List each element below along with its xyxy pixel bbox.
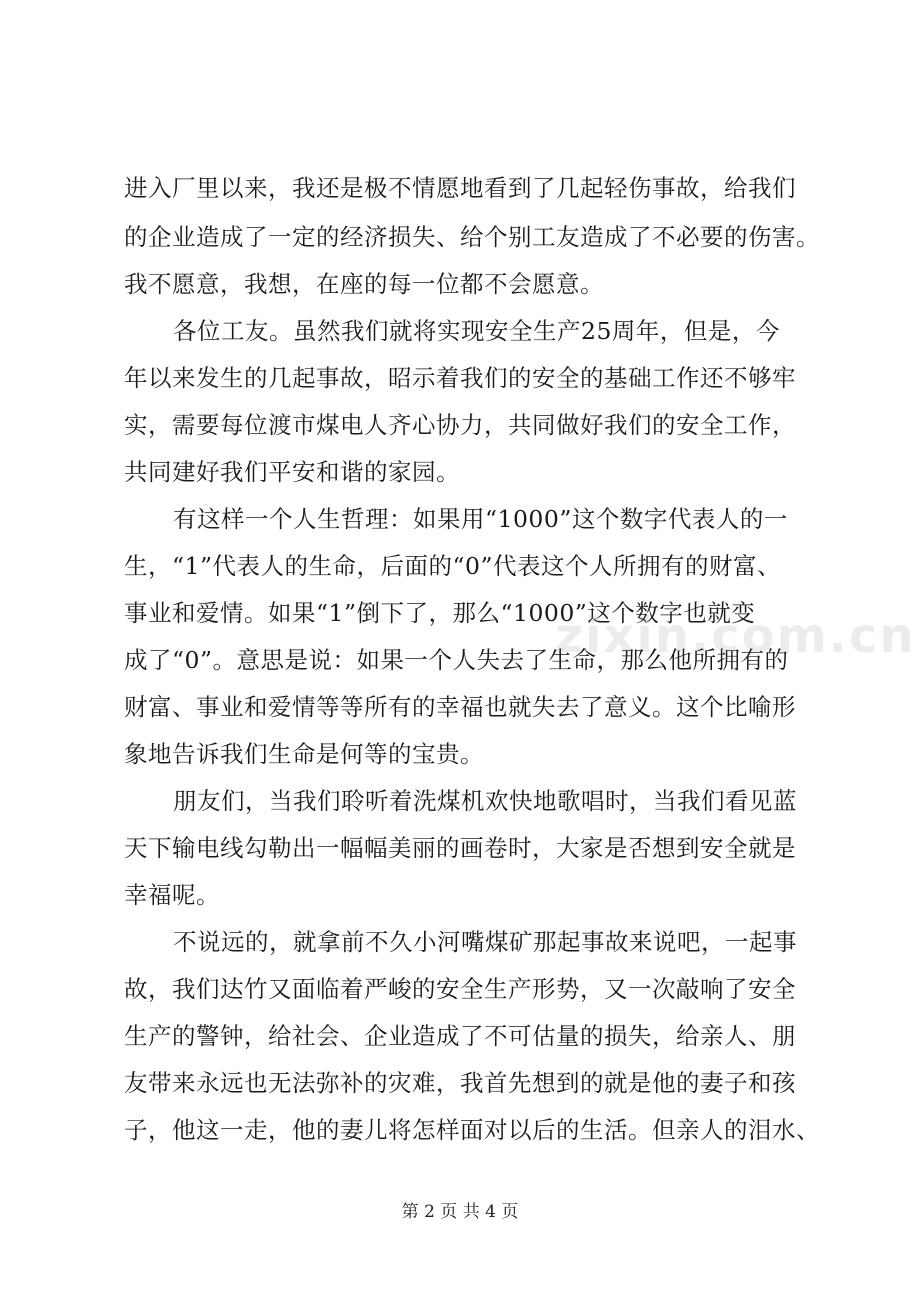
paragraph-line: 天下输电线勾勒出一幅幅美丽的画卷时，大家是否想到安全就是 [124,834,796,862]
paragraph-line: 进入厂里以来，我还是极不情愿地看到了几起轻伤事故，给我们 [124,174,796,202]
page-footer: 第 2 页 共 4 页 [401,1202,519,1222]
paragraph-line: 象地告诉我们生命是何等的宝贵。 [124,740,484,768]
paragraph-line: 的企业造成了一定的经济损失、给个别工友造成了不必要的伤害。 [124,223,820,251]
paragraph-line: 幸福呢。 [124,881,220,909]
paragraph-line: 财富、事业和爱情等等所有的幸福也就失去了意义。这个比喻形 [124,693,796,721]
paragraph-line: 成了“0”。意思是说：如果一个人失去了生命，那么他所拥有的 [124,646,789,674]
paragraph-line: 友带来永远也无法弥补的灾难，我首先想到的就是他的妻子和孩 [124,1069,796,1097]
paragraph-line: 子，他这一走，他的妻儿将怎样面对以后的生活。但亲人的泪水、 [124,1116,820,1144]
paragraph-line: 事业和爱情。如果“1”倒下了，那么“1000”这个数字也就变 [124,599,756,627]
paragraph-line: 朋友们，当我们聆听着洗煤机欢快地歌唱时，当我们看见蓝 [173,787,797,815]
paragraph-line: 故，我们达竹又面临着严峻的安全生产形势，又一次敲响了安全 [124,975,796,1003]
paragraph-line: 有这样一个人生哲理：如果用“1000”这个数字代表人的一 [173,505,788,533]
paragraph-line: 生，“1”代表人的生命，后面的“0”代表这个人所拥有的财富、 [124,552,781,580]
paragraph-line: 共同建好我们平安和谐的家园。 [124,458,460,486]
paragraph-line: 我不愿意，我想，在座的每一位都不会愿意。 [124,270,604,298]
paragraph-line: 生产的警钟，给社会、企业造成了不可估量的损失，给亲人、朋 [124,1022,796,1050]
watermark: zixin.com.cn [555,608,916,664]
paragraph-line: 不说远的，就拿前不久小河嘴煤矿那起事故来说吧，一起事 [173,928,797,956]
paragraph-line: 年以来发生的几起事故，昭示着我们的安全的基础工作还不够牢 [124,364,796,392]
paragraph-line: 各位工友。虽然我们就将实现安全生产25周年，但是，今 [173,317,780,345]
paragraph-line: 实，需要每位渡市煤电人齐心协力，共同做好我们的安全工作， [124,411,796,439]
